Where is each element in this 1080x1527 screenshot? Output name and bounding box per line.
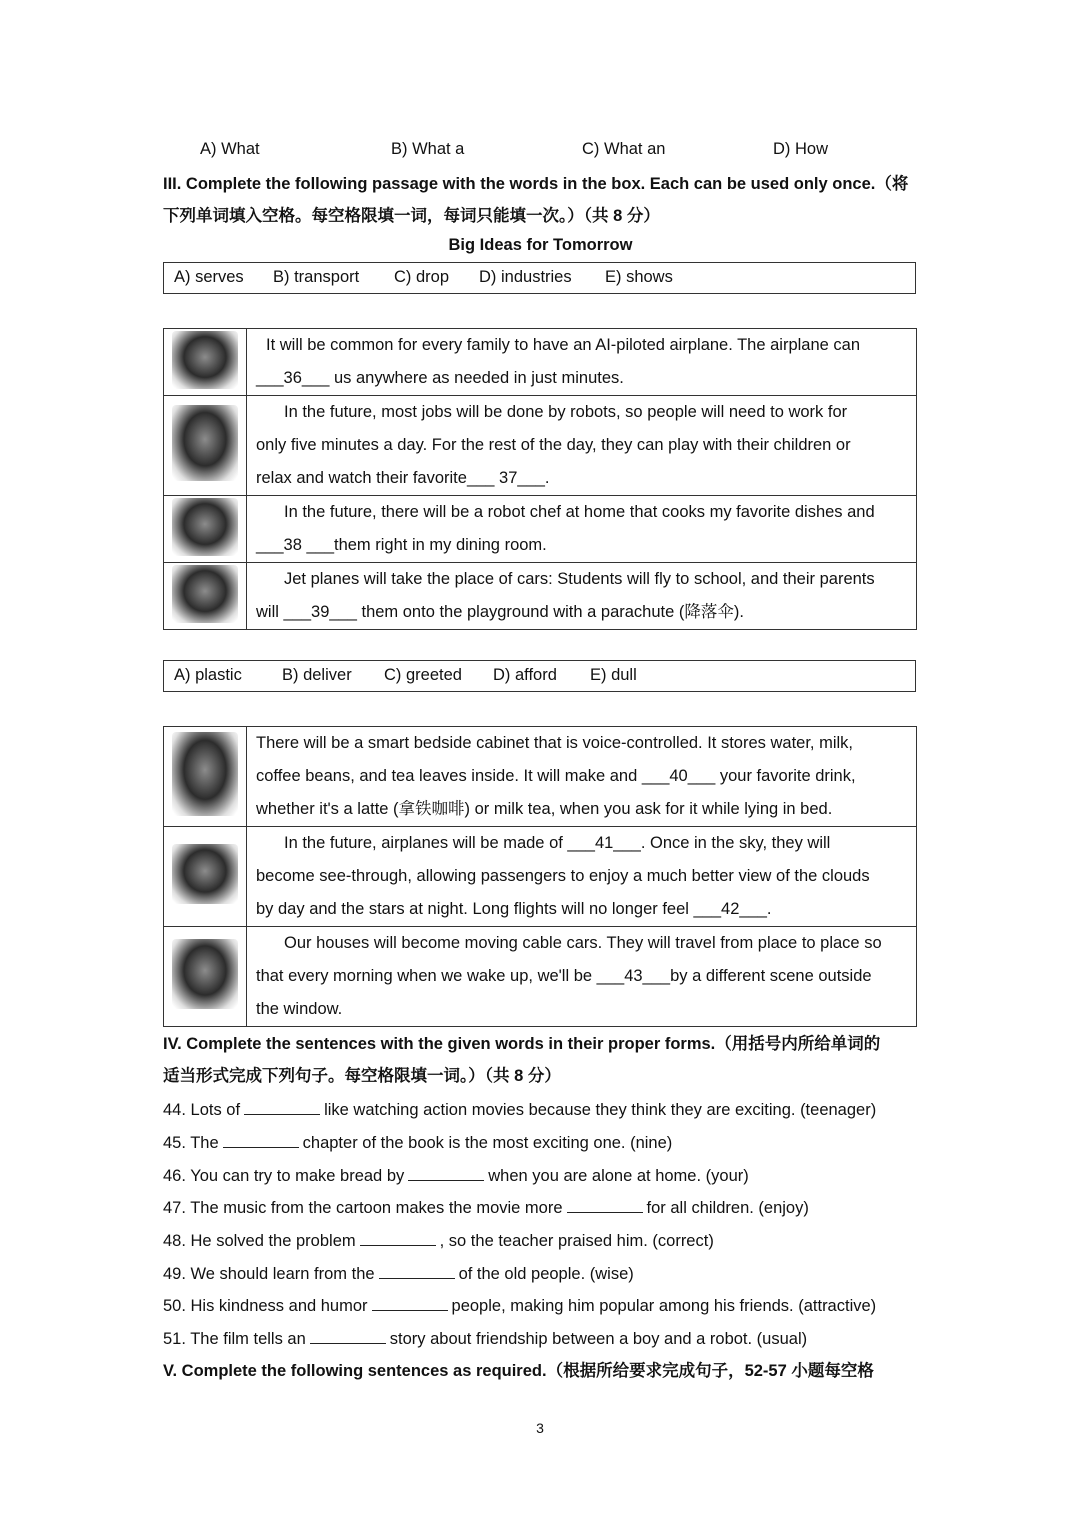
word-box-1-item: E) shows <box>605 268 673 286</box>
answer-blank[interactable] <box>567 1198 643 1213</box>
word-box-1-item: D) industries <box>479 268 572 286</box>
text-line: coffee beans, and tea leaves inside. It will make and ___40___ your favorite drink, <box>256 767 856 785</box>
table-row <box>164 496 917 563</box>
question-text: 48. He solved the problem <box>163 1232 356 1250</box>
table-row <box>164 827 917 927</box>
photo-cell <box>164 496 247 563</box>
section4-heading-line2: 适当形式完成下列句子。每空格限填一词。）（共 8 分） <box>163 1067 561 1085</box>
text-line: will ___39___ them onto the playground with a parachute (降落伞). <box>256 603 744 621</box>
question-text: , so the teacher praised him. (correct) <box>439 1232 714 1250</box>
question-text: 49. We should learn from the <box>163 1265 375 1283</box>
text-line: There will be a smart bedside cabinet that is voice-controlled. It stores water, milk, <box>256 734 854 752</box>
answer-blank[interactable] <box>408 1166 484 1181</box>
word-box-1-item: A) serves <box>174 268 244 286</box>
word-box-1-item: C) drop <box>394 268 450 286</box>
text-cell <box>247 927 917 1027</box>
text-line: by day and the stars at night. Long flights will no longer feel ___42___. <box>256 900 772 918</box>
page-number: 3 <box>536 1420 544 1436</box>
text-cell <box>247 329 917 396</box>
word-box-2-item: B) deliver <box>282 666 352 684</box>
question-text: story about friendship between a boy and a robot. (usual) <box>389 1330 808 1348</box>
text-line: only five minutes a day. For the rest of the day, they can play with their children or <box>256 436 851 454</box>
word-box-2-item: E) dull <box>590 666 637 684</box>
section3-heading <box>163 168 918 232</box>
text-cell <box>247 496 917 563</box>
question-text: 45. The <box>163 1134 219 1152</box>
passage-table-2 <box>163 726 917 1027</box>
word-box-2 <box>163 660 916 692</box>
word-box-2-item: D) afford <box>493 666 557 684</box>
word-box-2-item: C) greeted <box>384 666 462 684</box>
text-cell <box>247 827 917 927</box>
question-50 <box>163 1296 923 1316</box>
question-text: 50. His kindness and humor <box>163 1297 368 1315</box>
question-text: 44. Lots of <box>163 1101 241 1119</box>
text-line: Jet planes will take the place of cars: Students will fly to school, and their parents <box>284 570 875 588</box>
question-46 <box>163 1166 923 1186</box>
photo-cell <box>164 927 247 1027</box>
question-text: chapter of the book is the most exciting one. (nine) <box>302 1134 673 1152</box>
portrait-image <box>172 405 238 481</box>
question-51 <box>163 1329 923 1349</box>
section3-heading-line2: 下列单词填入空格。每空格限填一词，每词只能填一次。）（共 8 分） <box>163 207 660 225</box>
answer-blank[interactable] <box>244 1100 320 1115</box>
question-text: like watching action movies because they think they are exciting. (teenager) <box>324 1101 877 1119</box>
question-text: 46. You can try to make bread by <box>163 1167 405 1185</box>
passage-table-1 <box>163 328 917 630</box>
section4-heading-line1: IV. Complete the sentences with the given words in their proper forms.（用括号内所给单词的 <box>163 1035 881 1053</box>
section3-heading-line1: III. Complete the following passage with the words in the box. Each can be used only once.（将 <box>163 175 909 193</box>
text-line: whether it's a latte (拿铁咖啡) or milk tea, when you ask for it while lying in bed. <box>256 800 833 818</box>
word-box-2-item: A) plastic <box>174 666 242 684</box>
text-line: It will be common for every family to have an AI-piloted airplane. The airplane can <box>266 336 860 354</box>
question-text: when you are alone at home. (your) <box>488 1167 749 1185</box>
text-line: In the future, most jobs will be done by robots, so people will need to work for <box>284 403 848 421</box>
text-line: become see-through, allowing passengers to enjoy a much better view of the clouds <box>256 867 870 885</box>
section5-heading: V. Complete the following sentences as required.（根据所给要求完成句子，52-57 小题每空格 <box>163 1362 874 1380</box>
text-line: the window. <box>256 1000 343 1018</box>
passage-title: Big Ideas for Tomorrow <box>448 236 633 254</box>
question-text: 47. The music from the cartoon makes the movie more <box>163 1199 563 1217</box>
table-row <box>164 727 917 827</box>
word-box-1-item: B) transport <box>273 268 360 286</box>
question-48 <box>163 1231 923 1251</box>
table-row <box>164 563 917 630</box>
answer-blank[interactable] <box>223 1133 299 1148</box>
option-c: C) What an <box>582 140 666 158</box>
answer-blank[interactable] <box>372 1296 448 1311</box>
option-d: D) How <box>773 140 829 158</box>
portrait-image <box>172 498 238 556</box>
question-text: for all children. (enjoy) <box>646 1199 809 1217</box>
option-b: B) What a <box>391 140 465 158</box>
answer-options-row <box>200 140 920 162</box>
question-text: 51. The film tells an <box>163 1330 306 1348</box>
question-44 <box>163 1100 923 1120</box>
question-45 <box>163 1133 923 1153</box>
text-line: Our houses will become moving cable cars. They will travel from place to place so <box>284 934 882 952</box>
text-line: ___38 ___them right in my dining room. <box>256 536 547 554</box>
word-box-1 <box>163 262 916 294</box>
text-line: relax and watch their favorite___ 37___. <box>256 469 550 487</box>
portrait-image <box>172 565 238 623</box>
text-line: In the future, there will be a robot chef at home that cooks my favorite dishes and <box>284 503 875 521</box>
photo-cell <box>164 827 247 927</box>
portrait-image <box>172 939 238 1009</box>
question-47 <box>163 1198 923 1218</box>
text-cell <box>247 563 917 630</box>
question-text: of the old people. (wise) <box>458 1265 634 1283</box>
answer-blank[interactable] <box>310 1329 386 1344</box>
question-text: people, making him popular among his friends. (attractive) <box>451 1297 877 1315</box>
photo-cell <box>164 329 247 396</box>
photo-cell <box>164 727 247 827</box>
portrait-image <box>172 844 238 904</box>
photo-cell <box>164 396 247 496</box>
answer-blank[interactable] <box>379 1264 455 1279</box>
question-49 <box>163 1264 923 1284</box>
answer-blank[interactable] <box>360 1231 436 1246</box>
portrait-image <box>172 331 238 389</box>
table-row <box>164 396 917 496</box>
portrait-image <box>172 732 238 816</box>
text-cell <box>247 396 917 496</box>
text-cell <box>247 727 917 827</box>
section4-heading <box>163 1028 918 1092</box>
option-a: A) What <box>200 140 260 158</box>
text-line: that every morning when we wake up, we'll be ___43___by a different scene outside <box>256 967 872 985</box>
text-line: ___36___ us anywhere as needed in just minutes. <box>256 369 624 387</box>
table-row <box>164 927 917 1027</box>
text-line: In the future, airplanes will be made of ___41___. Once in the sky, they will <box>284 834 831 852</box>
photo-cell <box>164 563 247 630</box>
table-row <box>164 329 917 396</box>
